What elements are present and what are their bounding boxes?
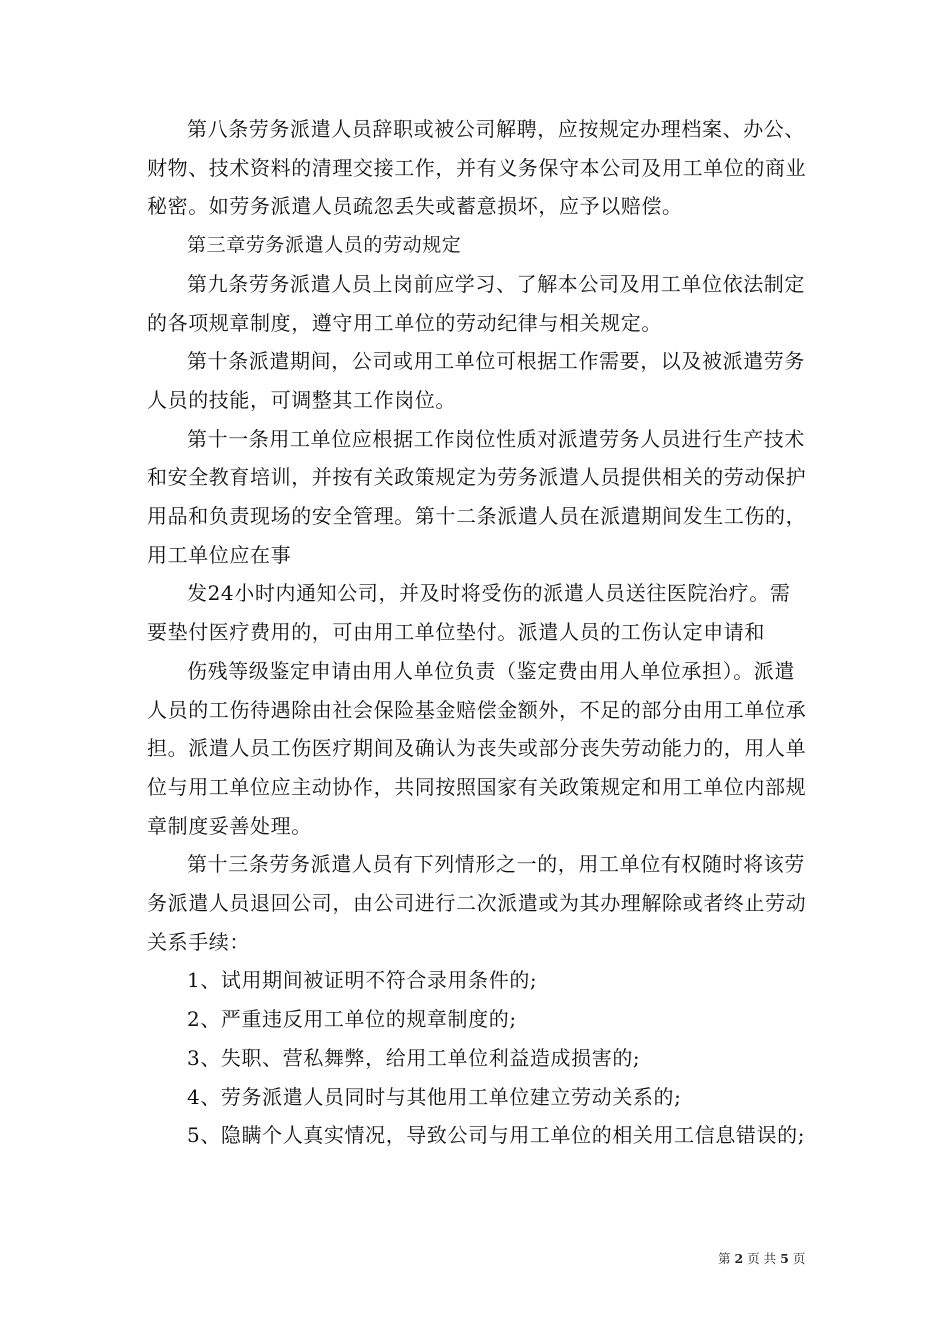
paragraph-article-8: 第八条劳务派遣人员辞职或被公司解聘，应按规定办理档案、办公、财物、技术资料的清理交接工作，并有义务保守本公司及用工单位的商业秘密。如劳务派遣人员疏忽丢失或蓄意损坏，应予以赔偿。	[147, 117, 807, 219]
paragraph-article-10: 第十条派遣期间，公司或用工单位可根据工作需要，以及被派遣劳务人员的技能，可调整其工作岗位。	[147, 349, 805, 412]
page-footer	[718, 1249, 805, 1267]
paragraph-article-13: 第十三条劳务派遣人员有下列情形之一的，用工单位有权随时将该劳务派遣人员退回公司，由公司进行二次派遣或为其办理解除或者终止劳动关系手续：	[147, 852, 807, 954]
footer-suffix: 页	[792, 1251, 806, 1266]
paragraph-disability-assessment: 伤残等级鉴定申请由用人单位负责（鉴定费由用人单位承担）。派遣人员的工伤待遇除由社会保险基金赔偿金额外，不足的部分由用工单位承担。派遣人员工伤医疗期间及确认为丧失或部分丧失劳动能力的，用人单位与用工单位应主动协作，共同按照国家有关政策规定和用工单位内部规章制度妥善处理。	[147, 658, 807, 838]
paragraph-article-11-12: 第十一条用工单位应根据工作岗位性质对派遣劳务人员进行生产技术和安全教育培训，并按有关政策规定为劳务派遣人员提供相关的劳动保护用品和负责现场的安全管理。第十二条派遣人员在派遣期间发生工伤的，用工单位应在事	[147, 426, 807, 567]
list-item-5: 5、隐瞒个人真实情况，导致公司与用工单位的相关用工信息错误的;	[187, 1123, 806, 1148]
current-page-number: 2	[734, 1251, 744, 1266]
document-body	[147, 110, 807, 1155]
list-item-3: 3、失职、营私舞弊，给用工单位利益造成损害的;	[187, 1045, 641, 1070]
footer-prefix: 第	[718, 1251, 731, 1266]
list-item-4: 4、劳务派遣人员同时与其他用工单位建立劳动关系的;	[187, 1084, 682, 1109]
paragraph-injury-report: 发24小时内通知公司，并及时将受伤的派遣人员送往医院治疗。需要垫付医疗费用的，可由用工单位垫付。派遣人员的工伤认定申请和	[147, 581, 791, 645]
list-item-2: 2、严重违反用工单位的规章制度的;	[187, 1007, 517, 1032]
paragraph-article-9: 第九条劳务派遣人员上岗前应学习、了解本公司及用工单位依法制定的各项规章制度，遵守用工单位的劳动纪律与相关规定。	[147, 271, 805, 335]
chapter-heading-3: 第三章劳务派遣人员的劳动规定	[187, 234, 462, 257]
footer-middle: 页 共	[747, 1251, 777, 1266]
total-page-number: 5	[780, 1251, 789, 1266]
list-item-1: 1、试用期间被证明不符合录用条件的;	[187, 968, 538, 993]
